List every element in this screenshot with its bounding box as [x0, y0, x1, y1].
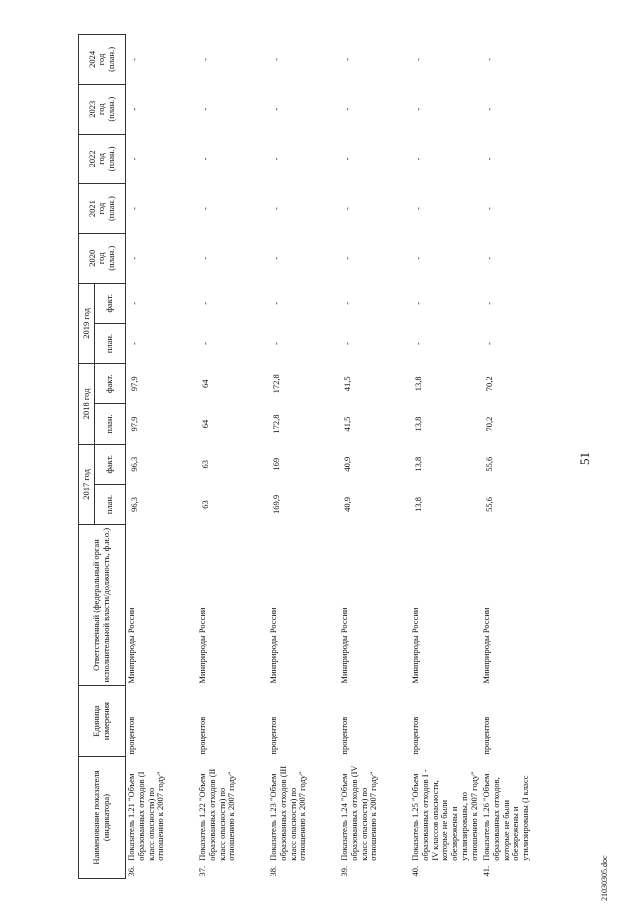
responsible-cell: Минприроды России — [339, 607, 349, 684]
indicator-name: Показатель 1.26 "Объем образованных отходов, которые не были обезврежены и утилизированы (I класс — [481, 773, 531, 861]
value-2018-plan: 70,2 — [484, 416, 494, 432]
value-2017-fact: 169 — [271, 457, 281, 471]
unit-cell: процентов — [410, 716, 420, 755]
value-2019-fact: - — [413, 301, 423, 305]
value-2018-plan: 41,5 — [342, 416, 352, 432]
indicator-name: Показатель 1.24 "Объем образованных отходов (IV класс опасности) по отношению к 2007 году" — [339, 765, 379, 861]
value-2020: - — [271, 256, 281, 260]
header-2019-plan: план. — [95, 323, 126, 363]
header-2018-fact: факт. — [95, 364, 126, 404]
value-2022: - — [129, 157, 139, 161]
value-2018-plan: 13,8 — [413, 416, 423, 432]
value-2019-fact: - — [129, 301, 139, 305]
indicator-name: Показатель 1.21 "Объем образованных отходов (I класс опасности) по отношению к 2007 году" — [126, 771, 166, 861]
value-2019-fact: - — [200, 301, 210, 305]
value-2018-plan: 172,8 — [271, 414, 281, 434]
value-2024: - — [129, 58, 139, 61]
value-2020: - — [200, 256, 210, 260]
unit-cell: процентов — [197, 716, 207, 755]
indicators-table — [78, 34, 558, 879]
responsible-cell: Минприроды России — [410, 607, 420, 684]
value-2021: - — [484, 207, 494, 211]
header-year-2022: 2022 год (план.) — [79, 134, 126, 184]
value-2020: - — [413, 256, 423, 260]
value-2020: - — [129, 256, 139, 260]
responsible-cell: Минприроды России — [126, 607, 136, 684]
header-unit: Единица измерения — [79, 686, 126, 757]
responsible-cell: Минприроды России — [268, 607, 278, 684]
document-filename: 21030305.doc — [600, 855, 609, 901]
header-year-2021: 2021 год (план.) — [79, 184, 126, 234]
value-2021: - — [271, 207, 281, 211]
value-2017-plan: 63 — [200, 500, 210, 509]
value-2018-plan: 97,9 — [129, 416, 139, 432]
value-2017-plan: 96,3 — [129, 497, 139, 512]
table-row — [481, 35, 558, 879]
value-2017-fact: 13,8 — [413, 456, 423, 472]
table-header — [79, 35, 126, 879]
header-indicator-name: Наименование показателя (индикатора) — [79, 757, 126, 879]
page-number: 51 — [577, 452, 592, 465]
row-number: 39. — [339, 865, 349, 877]
value-2018-fact: 13,8 — [413, 376, 423, 392]
value-2018-plan: 64 — [200, 419, 210, 429]
value-2019-plan: - — [129, 342, 139, 345]
indicator-name: Показатель 1.23 "Объем образованных отходов (III класс опасности) по отношению к 2007 году" — [268, 765, 308, 861]
value-2023: - — [413, 107, 423, 111]
value-2018-fact: 172,8 — [271, 374, 281, 394]
value-2017-fact: 96,3 — [129, 456, 139, 472]
indicator-name: Показатель 1.25 "Объем образованных отходов I - IV классов опасности, которые не были обезврежены и утилизированы, по отношению к 2007 году" — [410, 769, 479, 861]
value-2017-plan: 13,8 — [413, 497, 423, 512]
unit-cell: процентов — [268, 716, 278, 755]
value-2023: - — [200, 107, 210, 111]
header-year-2018: 2018 год — [79, 364, 95, 444]
header-year-2024: 2024 год (план.) — [79, 35, 126, 85]
value-2017-fact: 40,9 — [342, 456, 352, 472]
value-2017-fact: 55,6 — [484, 456, 494, 472]
header-2017-plan: план. — [95, 484, 126, 524]
value-2020: - — [484, 256, 494, 260]
value-2020: - — [342, 256, 352, 260]
value-2019-plan: - — [484, 342, 494, 345]
table-row — [126, 35, 198, 879]
value-2017-plan: 169,9 — [271, 494, 281, 515]
value-2019-plan: - — [271, 342, 281, 345]
table-row — [268, 35, 339, 879]
value-2022: - — [200, 157, 210, 161]
header-year-2019: 2019 год — [79, 283, 95, 363]
header-2019-fact: факт. — [95, 283, 126, 323]
value-2021: - — [129, 207, 139, 211]
value-2018-fact: 64 — [200, 379, 210, 388]
header-year-2017: 2017 год — [79, 444, 95, 524]
row-number: 36. — [126, 865, 136, 877]
header-2018-plan: план. — [95, 404, 126, 444]
row-number: 40. — [410, 865, 420, 877]
header-year-2023: 2023 год (план.) — [79, 84, 126, 134]
value-2024: - — [413, 58, 423, 61]
responsible-cell: Минприроды России — [197, 607, 207, 684]
value-2021: - — [200, 207, 210, 211]
value-2024: - — [342, 58, 352, 61]
row-number: 38. — [268, 865, 278, 877]
value-2021: - — [413, 207, 423, 211]
value-2024: - — [200, 58, 210, 61]
value-2024: - — [484, 58, 494, 61]
table-row — [339, 35, 410, 879]
table-row — [410, 35, 481, 879]
unit-cell: процентов — [481, 716, 491, 755]
value-2023: - — [484, 107, 494, 111]
table-row — [197, 35, 268, 879]
header-year-2020: 2020 год (план.) — [79, 233, 126, 283]
indicator-name: Показатель 1.22 "Объем образованных отходов (II класс опасности) по отношению к 2007 году" — [197, 768, 237, 861]
value-2023: - — [342, 107, 352, 111]
value-2024: - — [271, 58, 281, 61]
value-2019-plan: - — [200, 342, 210, 345]
value-2023: - — [129, 107, 139, 111]
value-2019-fact: - — [342, 301, 352, 305]
value-2021: - — [342, 207, 352, 211]
value-2022: - — [342, 157, 352, 161]
value-2019-plan: - — [342, 342, 352, 345]
row-number: 41. — [481, 865, 491, 877]
value-2018-fact: 41,5 — [342, 376, 352, 392]
value-2022: - — [413, 157, 423, 161]
header-responsible: Ответственный (федеральный орган исполнительной власти/должность, ф.и.о.) — [79, 525, 126, 686]
value-2018-fact: 97,9 — [129, 376, 139, 392]
value-2023: - — [271, 107, 281, 111]
value-2017-plan: 40,9 — [342, 497, 352, 512]
value-2017-fact: 63 — [200, 459, 210, 469]
table-body — [126, 35, 559, 879]
value-2017-plan: 55,6 — [484, 497, 494, 512]
value-2022: - — [271, 157, 281, 161]
value-2019-plan: - — [413, 342, 423, 345]
header-2017-fact: факт. — [95, 444, 126, 484]
value-2019-fact: - — [484, 301, 494, 305]
value-2018-fact: 70,2 — [484, 376, 494, 392]
unit-cell: процентов — [126, 716, 136, 755]
row-number: 37. — [197, 865, 207, 877]
value-2022: - — [484, 157, 494, 161]
value-2019-fact: - — [271, 301, 281, 305]
responsible-cell: Минприроды России — [481, 607, 491, 684]
unit-cell: процентов — [339, 716, 349, 755]
